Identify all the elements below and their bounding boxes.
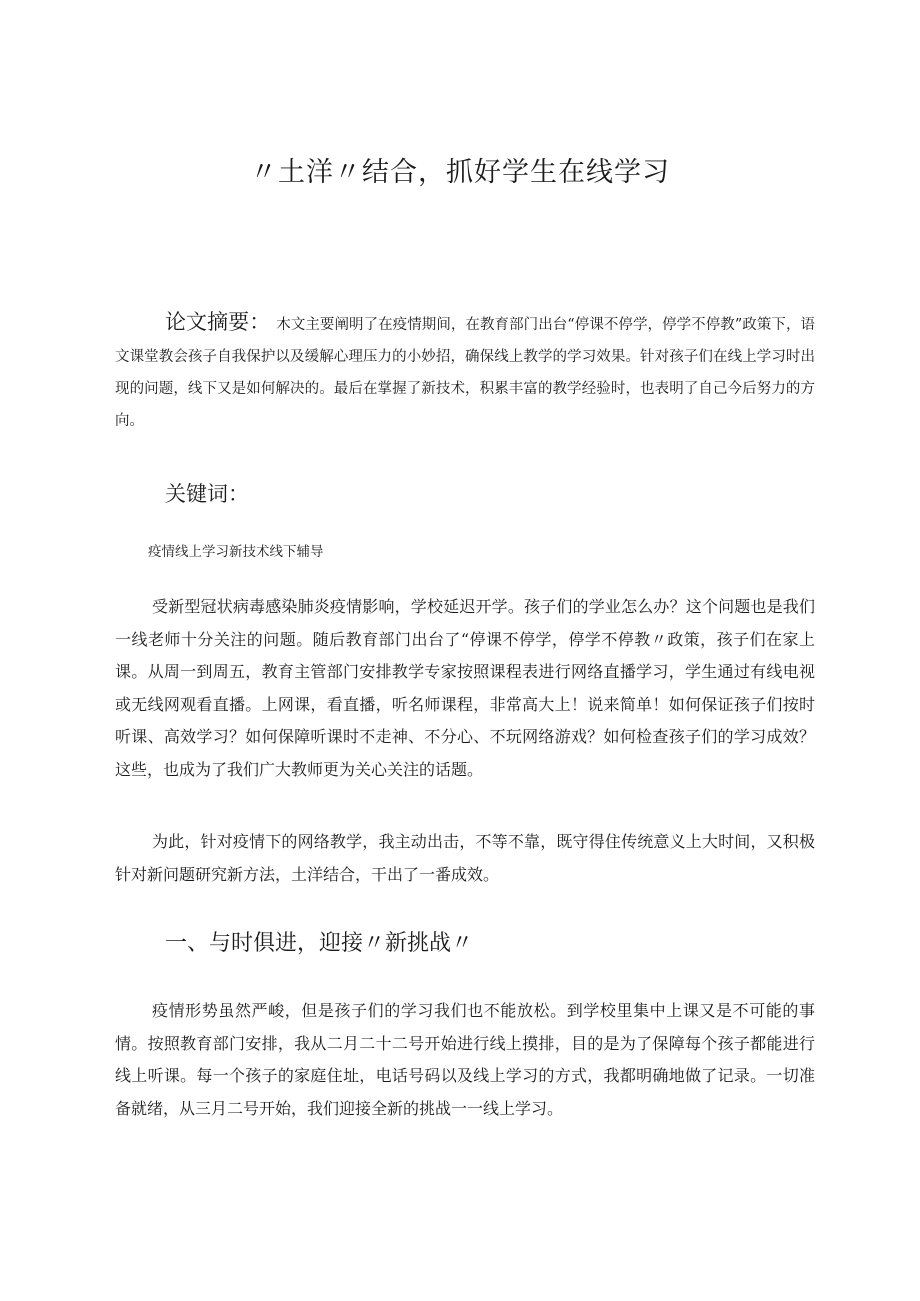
section-1-paragraph: 疫情形势虽然严峻，但是孩子们的学习我们也不能放松。到学校里集中上课又是不可能的事情。按照教育部门安排，我从二月二十二号开始进行线上摸排，目的是为了保障每个孩子都能进行线上听课。每一个孩子的家庭住址，电话号码以及线上学习的方式，我都明确地做了记录。一切准备就绪，从三月二号开始，我们迎接全新的挑战一一线上学习。 <box>115 1001 815 1118</box>
keywords-label: 关键词： <box>165 482 249 506</box>
document-title: 〃土洋〃结合，抓好学生在线学习 <box>250 157 670 188</box>
intro-paragraph-1: 受新型冠状病毒感染肺炎疫情影响，学校延迟开学。孩子们的学业怎么办？这个问题也是我们一线老师十分关注的问题。随后教育部门出台了“停课不停学，停学不停教〃政策，孩子们在家上课。从周一到周五，教育主管部门安排教学专家按照课程表进行网络直播学习，学生通过有线电视或无线网观看直播。上网课，看直播，听名师课程，非常高大上！说来简单！如何保证孩子们按时听课、高效学习？如何保障听课时不走神、不分心、不玩网络游戏？如何检查孩子们的学习成效？这些，也成为了我们广大教师更为关心关注的话题。 <box>115 597 815 779</box>
abstract-label: 论文摘要： <box>165 310 271 334</box>
section-1-heading: 一、与时俱进，迎接〃新挑战〃 <box>165 931 474 956</box>
abstract-paragraph <box>115 306 815 437</box>
intro-paragraph-2: 为此，针对疫情下的网络教学，我主动出击，不等不靠，既守得住传统意义上大时间，又积极针对新问题研究新方法，土洋结合，干出了一番成效。 <box>115 832 815 884</box>
keywords-text: 疫情线上学习新技术线下辅导 <box>148 544 324 560</box>
abstract-text: 木文主要阐明了在疫情期间，在教育部门出台“停课不停学，停学不停教”政策下，语文课堂教会孩子自我保护以及缓解心理压力的小妙招，确保线上教学的学习效果。针对孩子们在线上学习时出现的问题，线下又是如何解决的。最后在掌握了新技术，积累丰富的教学经验时，也表明了自己今后努力的方向。 <box>115 317 816 429</box>
